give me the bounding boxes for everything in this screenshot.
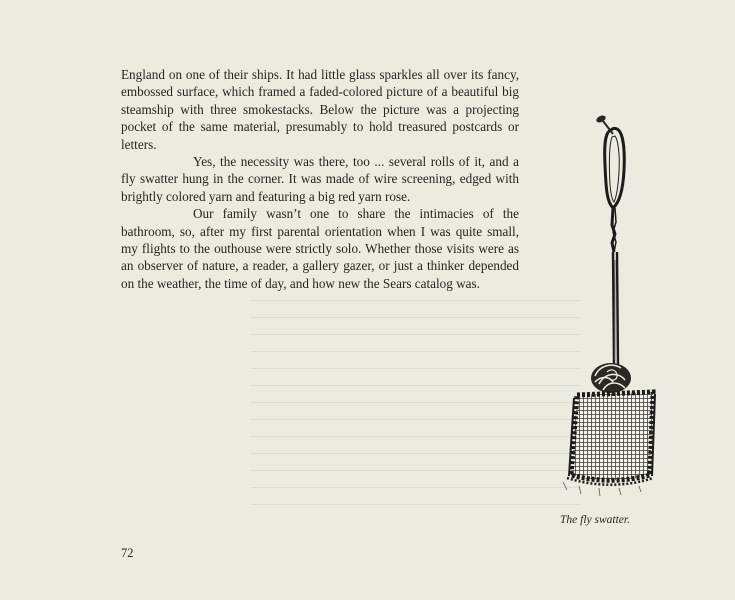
paragraph-2: Yes, the necessity was there, too ... several rolls of it, and a fly swatter hung in the corner. It was made of wire screening, edged with brightly colored yarn and featuring a big red yarn rose. bbox=[121, 154, 519, 204]
body-text bbox=[121, 66, 519, 292]
figure-caption: The fly swatter. bbox=[560, 514, 630, 526]
paragraph-1: England on one of their ships. It had little glass sparkles all over its fancy, embossed surface, which framed a faded-colored picture of a beautiful big steamship with three smokestacks. Below the picture was a projecting pocket of the same material, presumably to hold treasured postcards or letters. bbox=[121, 67, 519, 152]
yarn-rose-icon bbox=[591, 363, 631, 393]
paragraph-3: Our family wasn’t one to share the intimacies of the bathroom, so, after my first parental orientation when I was quite small, my flights to the outhouse were strictly solo. Whether those visits were as an observer of nature, a reader, a gallery gazer, or just a thinker depended on the weather, the time of day, and how new the Sears catalog was. bbox=[121, 206, 519, 291]
show-through-texture bbox=[250, 300, 580, 520]
page-number: 72 bbox=[121, 546, 134, 560]
fly-swatter-illustration bbox=[555, 110, 665, 505]
